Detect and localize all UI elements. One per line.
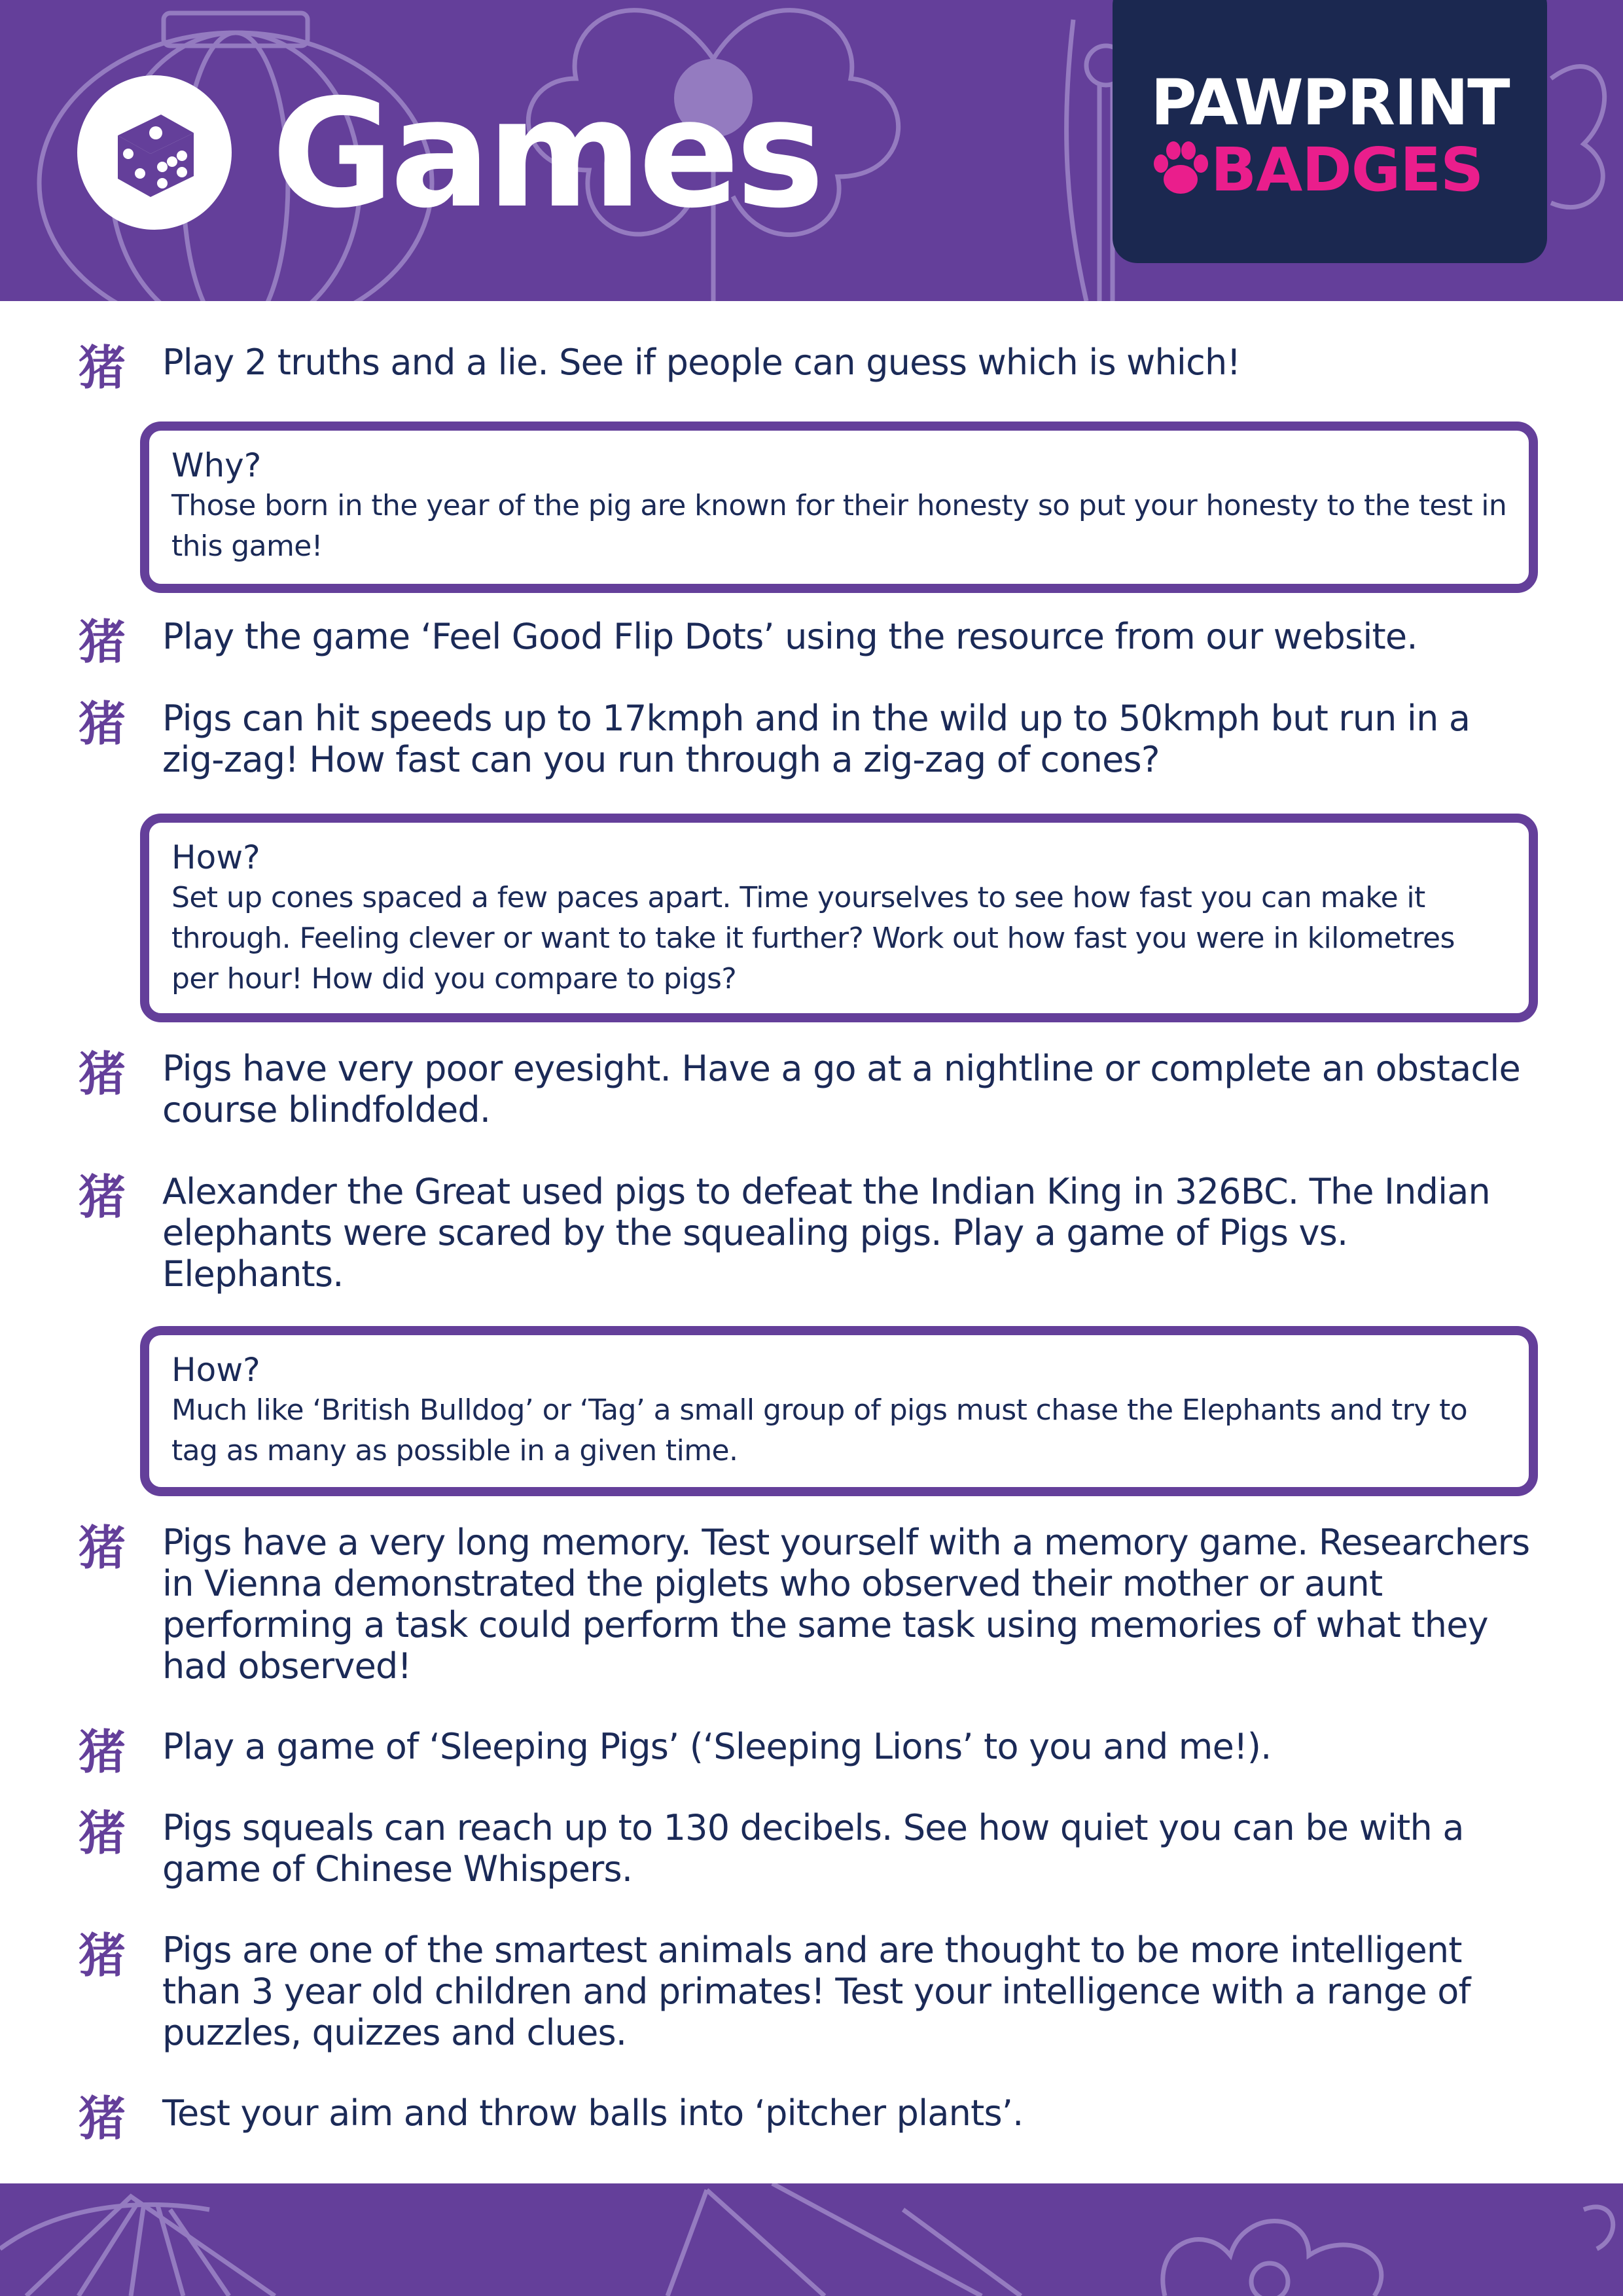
item-text: Pigs are one of the smartest animals and are thought to be more intelligent than 3 year old children and primates! Test your intelligence with a range of puzzles, quizzes and clues. xyxy=(162,1929,1471,2053)
info-box xyxy=(140,422,1538,593)
item-text: Play the game ‘Feel Good Flip Dots’ using the resource from our website. xyxy=(162,616,1418,657)
info-box-heading: Why? xyxy=(171,446,262,484)
brand-logo xyxy=(1113,0,1547,263)
brand-name-line2: BADGES xyxy=(1211,135,1484,205)
pig-character-icon: 猪 xyxy=(79,1046,126,1102)
dice-icon xyxy=(77,75,232,230)
pig-character-icon: 猪 xyxy=(79,696,126,751)
item-text: Test your aim and throw balls into ‘pitcher plants’. xyxy=(162,2092,1024,2134)
info-box-heading: How? xyxy=(171,838,260,876)
item-text: Play 2 truths and a lie. See if people can guess which is which! xyxy=(162,342,1241,383)
pig-character-icon: 猪 xyxy=(79,614,126,670)
info-box-text: Those born in the year of the pig are known for their honesty so put your honesty to the test in this game! xyxy=(171,489,1507,563)
page-title: Games xyxy=(272,67,821,241)
footer-banner xyxy=(0,2183,1623,2296)
decorative-pattern xyxy=(0,2183,1623,2296)
pig-character-icon: 猪 xyxy=(79,2090,126,2146)
item-text: Pigs have a very long memory. Test yourself with a memory game. Researchers in Vienna demonstrated the piglets who observed their mother or aunt performing a task could perform the same task using memories of what they had observed! xyxy=(162,1522,1530,1687)
header-banner xyxy=(0,0,1623,301)
info-box-heading: How? xyxy=(171,1351,260,1389)
info-box-text: Much like ‘British Bulldog’ or ‘Tag’ a small group of pigs must chase the Elephants and try to tag as many as possible in a given time. xyxy=(171,1393,1468,1467)
paw-icon xyxy=(1149,137,1212,200)
info-box-text: Set up cones spaced a few paces apart. Time yourselves to see how fast you can make it through. Feeling clever or want to take it further? Work out how fast you were in kilometres per hour! How did you compare to pigs? xyxy=(171,881,1455,996)
pig-character-icon: 猪 xyxy=(79,1805,126,1861)
info-box xyxy=(140,814,1538,1022)
info-box xyxy=(140,1326,1538,1496)
pig-character-icon: 猪 xyxy=(79,1928,126,1983)
item-text: Play a game of ‘Sleeping Pigs’ (‘Sleeping Lions’ to you and me!). xyxy=(162,1726,1272,1767)
item-text: Pigs have very poor eyesight. Have a go at a nightline or complete an obstacle course blindfolded. xyxy=(162,1048,1520,1130)
pig-character-icon: 猪 xyxy=(79,1724,126,1780)
brand-name-line1: PAWPRINT xyxy=(1150,66,1509,139)
item-text: Pigs squeals can reach up to 130 decibels. See how quiet you can be with a game of Chinese Whispers. xyxy=(162,1807,1464,1890)
pig-character-icon: 猪 xyxy=(79,340,126,395)
item-text: Alexander the Great used pigs to defeat the Indian King in 326BC. The Indian elephants were scared by the squealing pigs. Play a game of Pigs vs. Elephants. xyxy=(162,1171,1490,1295)
pig-character-icon: 猪 xyxy=(79,1520,126,1575)
item-text: Pigs can hit speeds up to 17kmph and in the wild up to 50kmph but run in a zig-zag! How fast can you run through a zig-zag of cones? xyxy=(162,698,1471,780)
pig-character-icon: 猪 xyxy=(79,1169,126,1225)
